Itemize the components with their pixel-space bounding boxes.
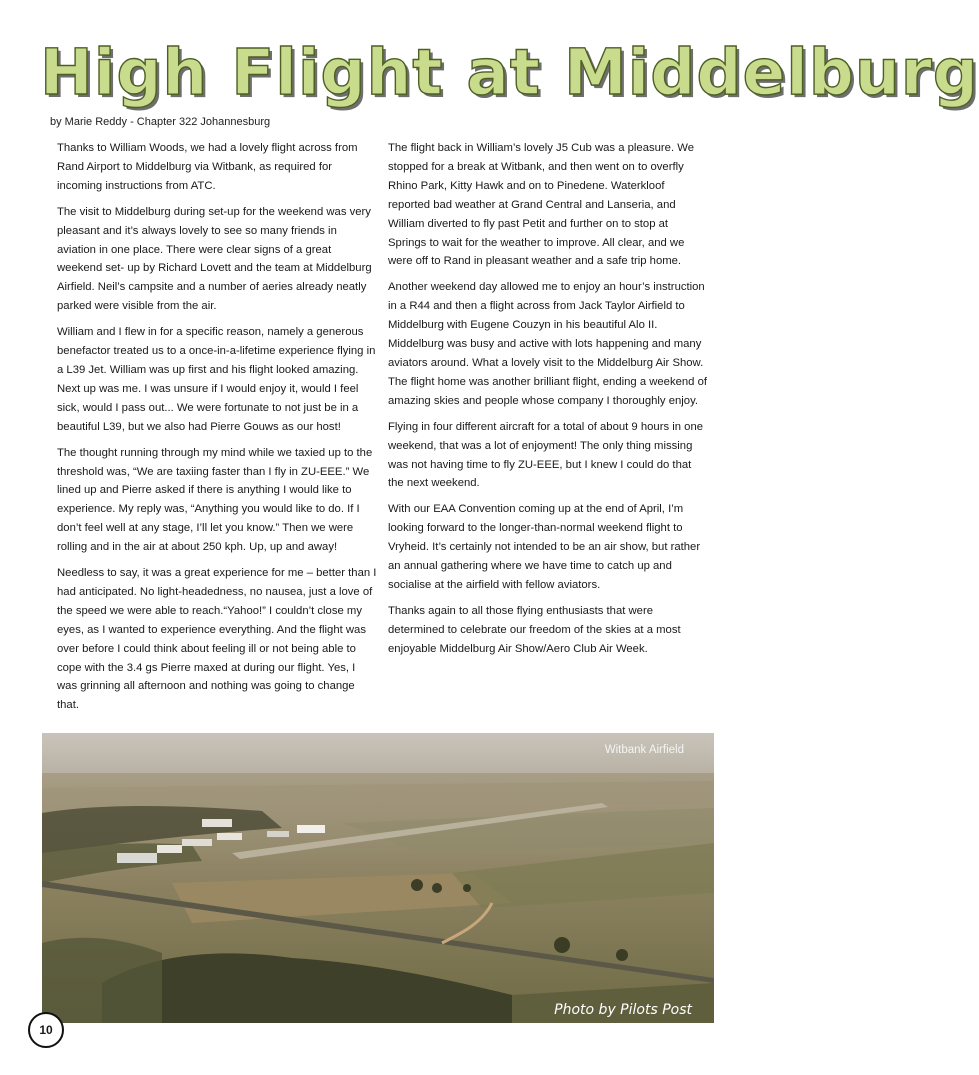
paragraph: Another weekend day allowed me to enjoy an hour’s instruction in a R44 and then a flight across from Jack Taylor Airfield to Middelburg with Eugene Couzyn in his beautiful Alo II. Middelburg was busy and active with lots happening and many aviators around. What a lovely visit to the Middelburg Air Show. The flight home was another brilliant flight, ending a weekend of amazing skies and people whose company I thoroughly enjoy.	[388, 281, 708, 407]
paragraph: Thanks to William Woods, we had a lovely flight across from Rand Airport to Middelburg via Witbank, as required for incoming instructions from ATC.	[57, 142, 358, 192]
right-column	[388, 139, 708, 666]
paragraph: The visit to Middelburg during set-up for the weekend was very pleasant and it’s always lovely to see so many friends in aviation in one place. There were clear signs of a great weekend set- up by Richard Lovett and the team at Middelburg Airfield. Neil’s campsite and a number of aeries already neatly parked were visible from the air.	[57, 205, 372, 313]
paragraph: William and I flew in for a specific reason, namely a generous benefactor treated us to a once-in-a-lifetime experience flying in a L39 Jet. William was up first and his flight looked amazing. Next up was me. I was unsure if I would enjoy it, would I feel sick, would I pass out... We were fortunate to not just be in a beautiful L39, but we also had Pierre Gouws as our host!	[57, 326, 376, 433]
article-title: High Flight at Middelburg	[40, 36, 979, 109]
paragraph: Thanks again to all those flying enthusiasts that were determined to celebrate our freedom of the skies at a most enjoyable Middelburg Air Show/Aero Club Air Week.	[388, 604, 681, 655]
page-number: 10	[28, 1012, 64, 1048]
airfield-photo	[42, 733, 714, 1023]
left-column	[57, 139, 377, 722]
paragraph: The flight back in William’s lovely J5 Cub was a pleasure. We stopped for a break at Witbank, and then went on to overfly Rhino Park, Kitty Hawk and on to Pinedene. Waterkloof reported bad weather at Grand Central and Lanseria, and William diverted to fly past Petit and further on to stop at Springs to wait for the weather to improve. All clear, and we were off to Rand in pleasant weather and a safe trip home.	[388, 142, 694, 268]
photo-caption: Witbank Airfield	[604, 744, 684, 756]
airfield-landscape-image	[42, 733, 714, 1023]
paragraph: With our EAA Convention coming up at the end of April, I’m looking forward to the longer-than-normal weekend flight to Vryheid. It’s certainly not intended to be an air show, but rather an annual gathering where we have time to catch up and socialise at the airfield with fellow aviators.	[388, 503, 701, 591]
photo-credit: Photo by Pilots Post	[554, 1002, 692, 1018]
paragraph: Flying in four different aircraft for a total of about 9 hours in one weekend, that was a lot of enjoyment! The only thing missing was not having time to fly ZU-EEE, but I knew I could do that the next weekend.	[388, 420, 704, 490]
paragraph: The thought running through my mind while we taxied up to the threshold was, “We are taxiing faster than I fly in ZU-EEE.” We lined up and Pierre asked if there is anything I would like to experience. My reply was, “Anything you would like to do. If I don’t feel well at any stage, I’ll let you know.” Then we were rolling and in the air at about 250 kph. Up, up and away!	[57, 446, 373, 554]
byline: by Marie Reddy - Chapter 322 Johannesburg	[50, 116, 271, 128]
paragraph: Needless to say, it was a great experience for me – better than I had anticipated. No light-headedness, no nausea, just a love of the speed we were able to reach.“Yahoo!” I couldn’t close my eyes, as I wanted to experience everything. And the flight was over before I could think about feeling ill or not being able to cope with the 3.4 gs Pierre maxed at during our flight. Yes, I was grinning all afternoon and nothing was going to change that.	[57, 567, 377, 712]
